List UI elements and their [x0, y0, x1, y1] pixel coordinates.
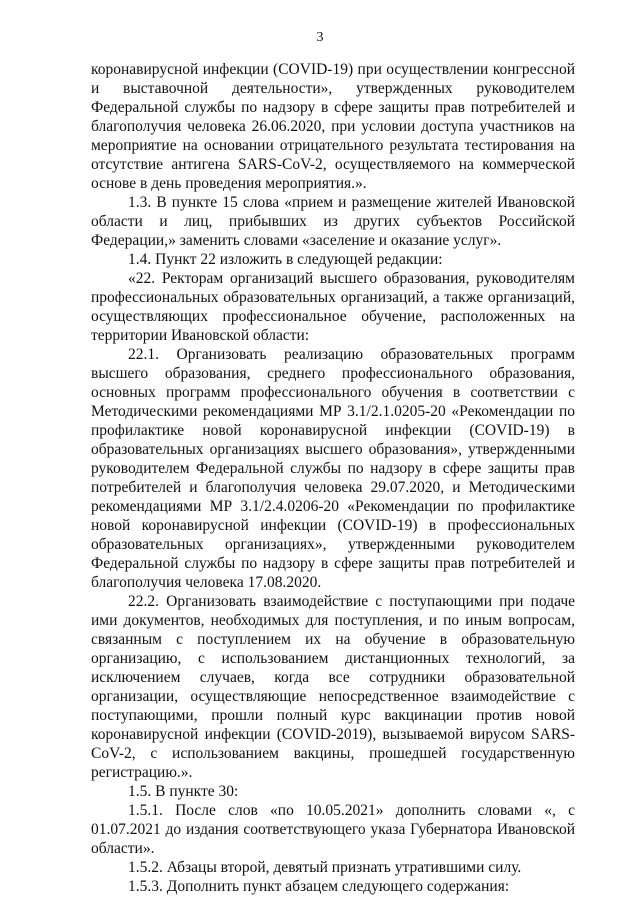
paragraph-22-1: 22.1. Организовать реализацию образовательных программ высшего образования, среднего профессионального образования, основных программ профессионального обучения в соответствии с Методическими рекомендациями МР 3.1/2.1.0205-20 «Рекомендации по профилактике новой коронавирусной инфекции (COVID-19) в образовательных организациях высшего образования», утвержденными руководителем Федеральной службы по надзору в сфере защиты прав потребителей и благополучия человека 29.07.2020, и Методическими рекомендациями МР 3.1/2.4.0206-20 «Рекомендации по профилактике новой коронавирусной инфекции (COVID-19) в профессиональных образовательных организациях», утвержденными руководителем Федеральной службы по надзору в сфере защиты прав потребителей и благополучия человека 17.08.2020.: [91, 346, 575, 591]
paragraph-22-2: 22.2. Организовать взаимодействие с поступающими при подаче ими документов, необходимых для поступления, и по иным вопросам, связанным с поступлением их на обучение в образовательную организацию, с использованием дистанционных технологий, за исключением случаев, когда все сотрудники образовательной организации, осуществляющие непосредственное взаимодействие с поступающими, прошли полный курс вакцинации против новой коронавирусной инфекции (COVID-2019), вызываемой вирусом SARS-CoV-2, с использованием вакцины, прошедшей государственную регистрацию.».: [91, 593, 575, 781]
paragraph-1-3: 1.3. В пункте 15 слова «прием и размещение жителей Ивановской области и лиц, прибывших из других субъектов Российской Федерации,» заменить словами «заселение и оказание услуг».: [91, 194, 575, 249]
paragraph-22: «22. Ректорам организаций высшего образования, руководителям профессиональных образовательных организаций, а также организаций, осуществляющих профессиональное обучение, расположенных на территории Ивановской области:: [91, 270, 575, 344]
paragraph-1-5-3: 1.5.3. Дополнить пункт абзацем следующего содержания:: [128, 878, 510, 895]
document-body: [91, 60, 575, 896]
paragraph-1-4: 1.4. Пункт 22 изложить в следующей редакции:: [128, 251, 443, 268]
paragraph-1-5-1: 1.5.1. После слов «по 10.05.2021» дополнить словами «, с 01.07.2021 до издания соответствующего указа Губернатора Ивановской области».: [91, 802, 575, 857]
page-number: 3: [316, 30, 324, 45]
paragraph-1-5: 1.5. В пункте 30:: [128, 783, 239, 800]
paragraph-1-5-2: 1.5.2. Абзацы второй, девятый признать утратившими силу.: [128, 859, 522, 876]
paragraph-continuation: коронавирусной инфекции (COVID-19) при осуществлении конгрессной и выставочной деятельности», утвержденных руководителем Федеральной службы по надзору в сфере защиты прав потребителей и благополучия человека 26.06.2020, при условии доступа участников на мероприятие на основании отрицательного результата тестирования на отсутствие антигена SARS-CoV-2, осуществляемого на коммерческой основе в день проведения мероприятия.».: [91, 61, 575, 192]
